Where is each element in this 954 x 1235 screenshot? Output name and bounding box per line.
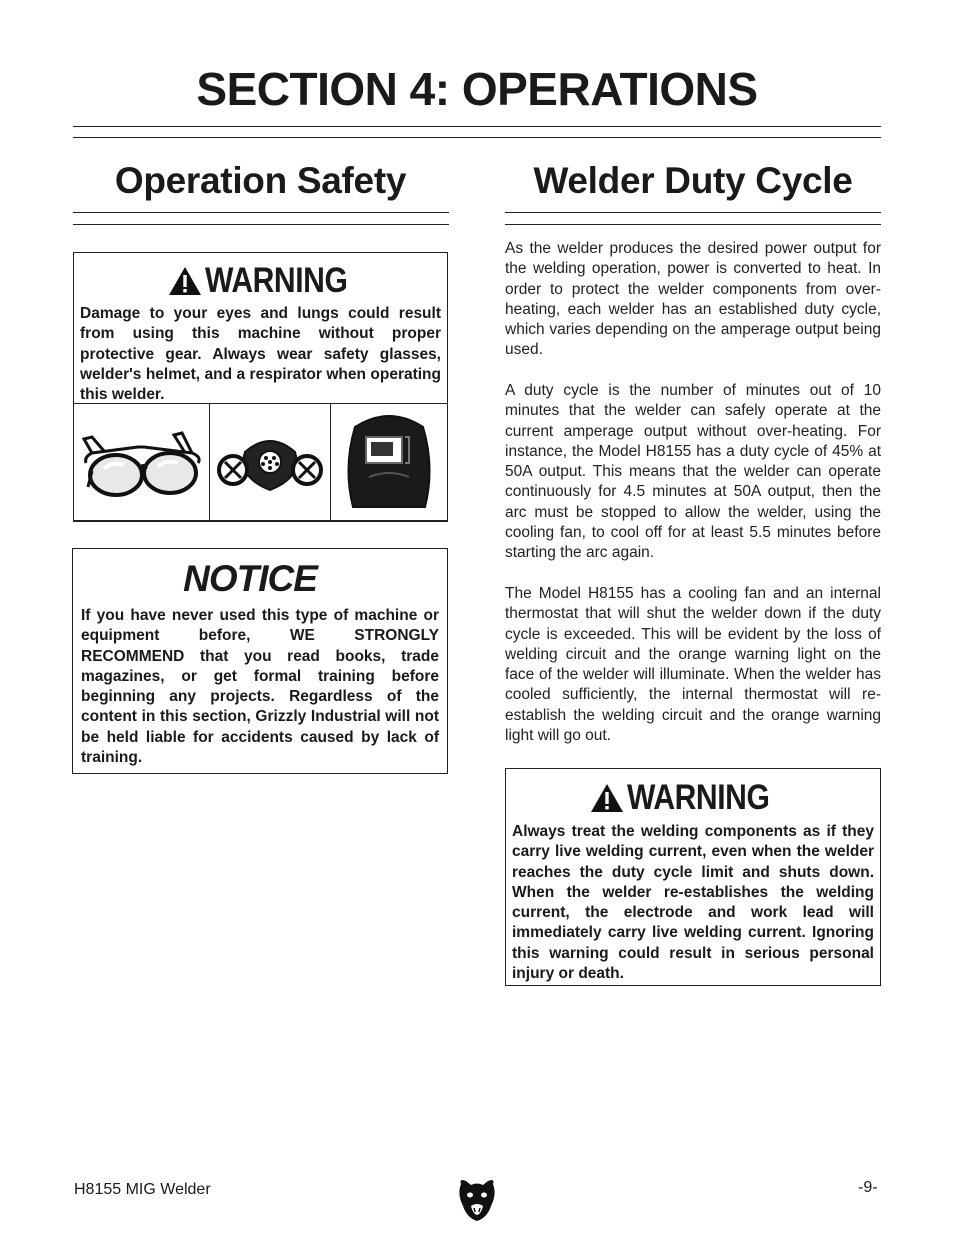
warning-text: Always treat the welding components as if they carry live welding current, even when the welder reaches the duty cycle limit and shuts down. When the welder re-establishes the welding current, the electrode and work lead will immediately carry live welding current. Ignoring this warning could result in serious personal injury or death. [512,823,874,983]
warning-triangle-icon [167,265,203,297]
protective-gear-images [73,403,448,521]
safety-glasses-image [73,403,210,521]
notice-box [72,548,448,774]
warning-header [512,775,874,821]
warning-header [80,259,441,303]
welding-helmet-image [331,403,448,521]
duty-cycle-paragraph-2: A duty cycle is the number of minutes out of 10 minutes that the welder can safely operate at the current amperage output without over-heating. For instance, the Model H8155 has a duty cycle of 45% at 50A output. This means that the welder can operate continuously for 4.5 minutes at 50A output, then the arc must be stopped to allow the welder, using the cooling fan, to cool off for at least 5.5 minutes before starting the arc again. [505,382,881,562]
respirator-icon [215,422,325,502]
footer-model: H8155 MIG Welder [74,1181,211,1198]
warning-text: Damage to your eyes and lungs could result from using this machine without proper protective gear. Always wear safety glasses, welder's helmet, and a respirator when operating this welder. [80,305,441,404]
grizzly-bear-logo-icon [457,1178,497,1222]
section-rule-bottom [73,137,881,138]
duty-cycle-paragraph-1: As the welder produces the desired power output for the welding operation, power is converted to heat. In order to protect the welder components from over-heating, each welder has an established duty cycle, which varies depending on the amperage output being used. [505,240,881,359]
live-current-warning-box [505,768,881,986]
left-heading-rule-bottom [73,224,449,225]
notice-label: NOTICE [183,558,317,599]
left-heading-rule-top [73,212,449,213]
warning-label: WARNING [627,778,770,817]
right-heading-rule-bottom [505,224,881,225]
safety-glasses-icon [78,417,206,507]
duty-cycle-paragraph-3: The Model H8155 has a cooling fan and an internal thermostat that will shut the welder down if the duty cycle is exceeded. This will be evident by the loss of welding circuit and the orange warning light on the face of the welder will illuminate. When the welder has cooled sufficiently, the internal thermostat will re-establish the welding circuit and the orange warning light will go out. [505,585,881,745]
welding-helmet-icon [339,407,439,517]
respirator-image [210,403,331,521]
page-number: -9- [858,1179,878,1196]
warning-label: WARNING [204,261,347,300]
welder-duty-cycle-heading: Welder Duty Cycle [533,160,853,201]
right-heading-rule-top [505,212,881,213]
warning-triangle-icon [589,782,625,814]
operation-safety-heading: Operation Safety [114,160,407,201]
section-rule-top [73,126,881,127]
section-title: SECTION 4: OPERATIONS [196,63,758,115]
notice-text: If you have never used this type of machine or equipment before, WE STRONGLY RECOMMEND that you read books, trade magazines, or get formal training before beginning any projects. Regardless of the content in this section, Grizzly Industrial will not be held liable for accidents caused by lack of training. [81,607,439,767]
